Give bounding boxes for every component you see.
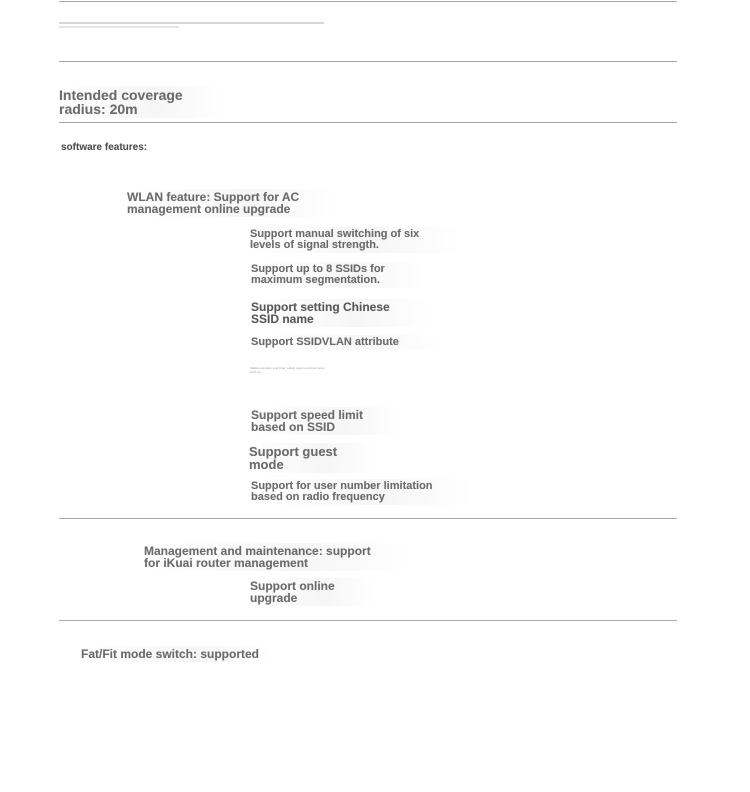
management-item-online-upgrade: Support online upgrade: [248, 578, 375, 606]
coverage-text: Intended coverage radius: 20m: [57, 86, 223, 118]
divider-1: [59, 61, 677, 62]
wlan-item-signal-strength: Support manual switching of six levels of signal strength.: [248, 227, 459, 253]
wlan-item-guest-mode: Support guest mode: [247, 443, 377, 473]
tiny-note: Stable operation over time, widely used in environments such as ...: [250, 366, 325, 374]
faint-header-line: [59, 22, 324, 24]
wlan-item-ssidvlan: Support SSIDVLAN attribute: [249, 335, 439, 350]
fat-fit-mode: Fat/Fit mode switch: supported: [79, 646, 273, 662]
wlan-item-ssid-count: Support up to 8 SSIDs for maximum segmentation.: [249, 262, 425, 288]
divider-4: [59, 620, 677, 621]
wlan-item-user-limit: Support for user number limitation based on radio frequency: [249, 479, 473, 505]
wlan-feature-heading: WLAN feature: Support for AC management online upgrade: [125, 189, 339, 217]
software-features-heading: software features:: [61, 142, 148, 153]
divider-3: [59, 518, 677, 519]
divider-top: [59, 1, 677, 2]
wlan-item-chinese-ssid: Support setting Chinese SSID name: [249, 299, 430, 327]
management-heading: Management and maintenance: support for iKuai router management: [142, 543, 411, 571]
faint-header-line-2: [59, 26, 179, 28]
divider-2: [59, 122, 677, 123]
wlan-item-speed-limit: Support speed limit based on SSID: [249, 407, 403, 435]
